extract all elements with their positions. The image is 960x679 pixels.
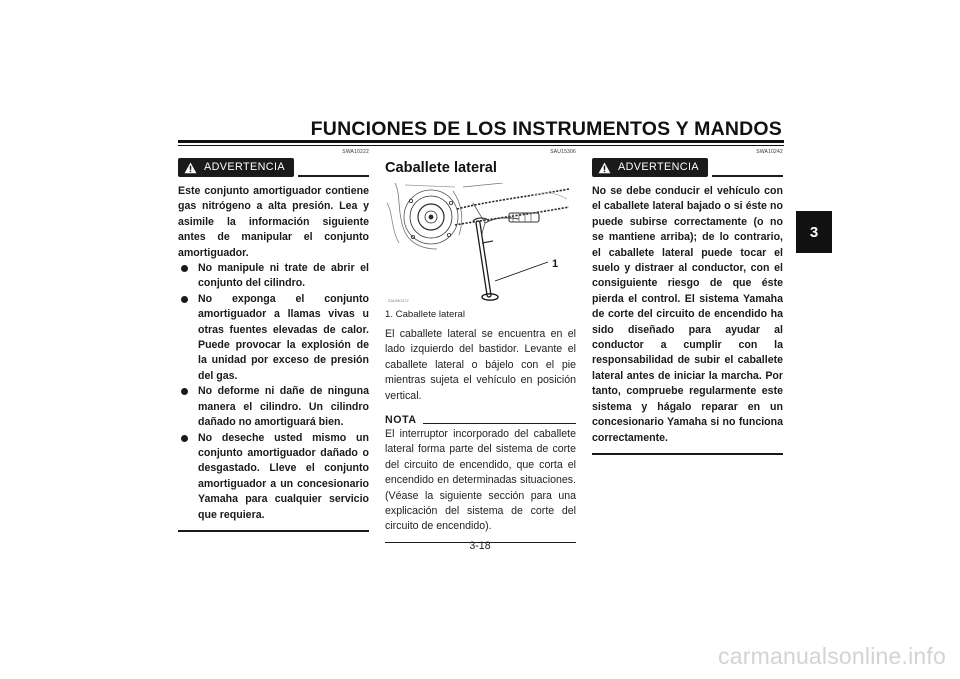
- section-body: [385, 327, 576, 404]
- warning-body: [178, 184, 369, 523]
- warning-code: SWA10222: [342, 149, 369, 155]
- bullet-dot-icon: [181, 296, 188, 303]
- warning-bullet: [178, 292, 369, 384]
- warning-code: SWA10242: [756, 149, 783, 155]
- warning-header-rule: [298, 175, 369, 177]
- section-paragraph: El caballete lateral se encuentra en el lado izquierdo del bastidor. Levante el caballete lateral o bájelo con el pie mientras sujeta el vehículo en posición vertical.: [385, 328, 576, 402]
- warning-triangle-icon: [598, 162, 611, 174]
- warning-column-right: [592, 148, 783, 455]
- note-label: NOTA: [385, 414, 417, 427]
- warning-bullet: [178, 384, 369, 430]
- warning-bullet-text: No deseche usted mismo un conjunto amortiguador dañado o desgastado. Lleve el conjunto amortiguador a un concesionario Yamaha para cualquier servicio que requiera.: [198, 431, 369, 521]
- page-number: 3-18: [469, 540, 491, 552]
- figure-caption: 1. Caballete lateral: [385, 309, 465, 320]
- warning-header-rule: [712, 175, 783, 177]
- chapter-tab[interactable]: 3: [796, 211, 832, 253]
- watermark: carmanualsonline.info: [718, 643, 946, 669]
- warning-header: [178, 158, 369, 177]
- warning-end-rule: [592, 453, 783, 455]
- warning-column-left: [178, 148, 369, 532]
- note-header-rule: [423, 423, 576, 424]
- warning-label: ADVERTENCIA: [618, 160, 699, 173]
- warning-badge: [592, 158, 708, 177]
- sidestand-column: [385, 148, 576, 543]
- warning-label: ADVERTENCIA: [204, 160, 285, 173]
- warning-bullet-text: No manipule ni trate de abrir el conjunto del cilindro.: [198, 262, 369, 290]
- sidestand-illustration: [385, 183, 569, 305]
- warning-triangle-icon: [184, 162, 197, 174]
- section-title: Caballete lateral: [385, 160, 497, 176]
- warning-bullet-text: No deforme ni dañe de ninguna manera el cilindro. Un cilindro dañado no amortiguará bien.: [198, 385, 369, 429]
- warning-end-rule: [178, 530, 369, 532]
- bullet-dot-icon: [181, 435, 188, 442]
- note-header: [385, 411, 576, 426]
- section-code: SAU15306: [550, 149, 576, 155]
- warning-text: No se debe conducir el vehículo con el caballete lateral bajado o si éste no puede subirse correctamente (o no se mantiene arriba); de lo contrario, el caballete lateral puede tocar el suelo y distraer al conductor, con el consiguiente riesgo de que éste pierda el control. El sistema Yamaha de corte del circuito de encendido ha sido diseñado para ayudar al conductor a cumplir con la responsabilidad de subir el caballete lateral antes de iniciar la marcha. Por tanto, compruebe regularmente este sistema y hágalo reparar en un concesionario Yamaha si no funciona correctamente.: [592, 185, 783, 444]
- warning-bullet-text: No exponga el conjunto amortiguador a llamas vivas u otras fuentes elevadas de calor. Puede provocar la explosión de la unidad por exceso de presión del gas.: [198, 292, 369, 382]
- figure-id: ZAUM0372: [388, 299, 409, 303]
- bullet-dot-icon: [181, 265, 188, 272]
- note-text: El interruptor incorporado del caballete lateral forma parte del sistema de corte del circuito de encendido, que corta el encendido en determinadas situaciones. (Véase la siguiente sección para una explicación del sistema de corte del circuito de encendido).: [385, 428, 576, 533]
- warning-bullet: [178, 261, 369, 292]
- bullet-dot-icon: [181, 388, 188, 395]
- warning-bullet: [178, 431, 369, 523]
- sidestand-drawing: [385, 183, 569, 305]
- callout-number: 1: [552, 258, 559, 270]
- header-rule-thin: [178, 145, 784, 146]
- warning-header: [592, 158, 783, 177]
- warning-body: [592, 184, 783, 446]
- warning-bullet-list: [178, 261, 369, 523]
- header-rule-thick: [178, 140, 784, 143]
- warning-badge: [178, 158, 294, 177]
- page-header-title: FUNCIONES DE LOS INSTRUMENTOS Y MANDOS: [310, 118, 782, 140]
- warning-intro: Este conjunto amortiguador contiene gas nitrógeno a alta presión. Lea y asimile la información siguiente antes de manipular el conjunto amortiguador.: [178, 185, 369, 259]
